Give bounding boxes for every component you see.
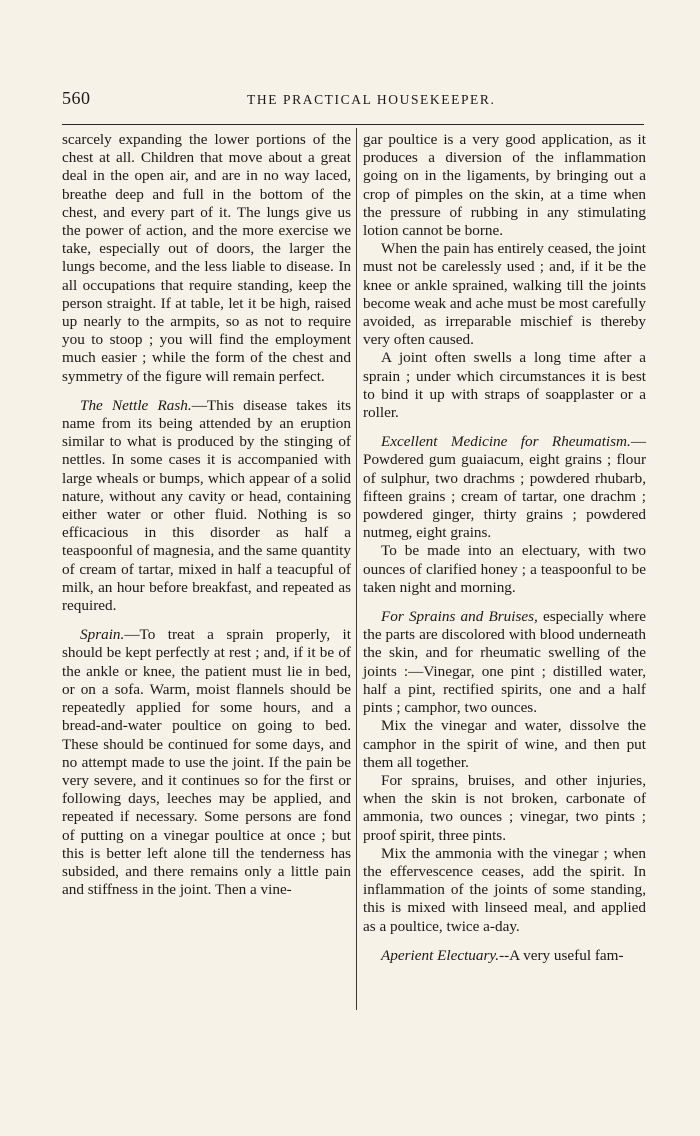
- paragraph-text: gar poultice is a very good application, as it produces a diversion of the inflammation going on in the ligaments, by bringing out a crop of pimples on the skin, at a time when the pressure of rubbing in any stimulating lotion cannot be borne.: [363, 131, 646, 240]
- paragraph: [363, 845, 646, 936]
- paragraph-text: Mix the ammonia with the vinegar ; when the effervescence ceases, add the spirit. In inflammation of the joints of some standing, this is mixed with linseed meal, and applied as a poultice, twice a-day.: [363, 844, 646, 935]
- paragraph-heading: Excellent Medicine for Rheumatism.: [381, 433, 631, 451]
- paragraph: [363, 240, 646, 349]
- paragraph-text: A joint often swells a long time after a sprain ; under which circumstances it is best to bind it up with straps of soapplaster or a roller.: [363, 349, 646, 422]
- paragraph-heading: For Sprains and Bruises,: [381, 608, 538, 626]
- paragraph-text: scarcely expanding the lower portions of the chest at all. Children that move about a great deal in the open air, and are in no way laced, breathe deep and full in the bottom of the chest, and every part of it. The lungs give us the power of action, and the more exercise we take, especially out of doors, the larger the lungs become, and the less liable to disease. In all occupations that require standing, keep the person straight. If at table, let it be high, raised up nearly to the armpits, so as not to require you to stoop ; you will find the employment much easier ; while the form of the chest and symmetry of the figure will remain perfect.: [62, 131, 351, 385]
- column-divider: [356, 128, 357, 1010]
- paragraph: [363, 131, 646, 240]
- paragraph: [62, 626, 351, 899]
- page-header: [62, 88, 644, 120]
- paragraph-text: —To treat a sprain properly, it should be kept perfectly at rest ; and, if it be of the ankle or knee, the patient must lie in bed, or on a sofa. Warm, moist flannels should be repeatedly applied for some hours, and a bread-and-water poultice on going to bed. These should be continued for some days, and no attempt made to use the joint. If the pain be very severe, and it continues so for the first or following days, leeches may be applied, and repeated if necessary. Some persons are fond of putting on a vinegar poultice at once ; but this is better left alone till the tenderness has subsided, and there remains only a little pain and stiffness in the joint. Then a vine-: [62, 626, 351, 899]
- paragraph-text: —This disease takes its name from its being attended by an eruption similar to what is produced by the stinging of nettles. In some cases it is accompanied with large wheals or bumps, which appear of a solid nature, without any cavity or head, containing either water or other fluid. Nothing is so efficacious in this disorder as half a teaspoonful of magnesia, and the same quantity of cream of tartar, mixed in half a teacupful of milk, an hour before breakfast, and repeated as required.: [62, 396, 351, 615]
- page-number: 560: [62, 88, 91, 108]
- paragraph: [363, 608, 646, 717]
- paragraph: [363, 717, 646, 772]
- right-column: [363, 131, 646, 1011]
- paragraph: [62, 397, 351, 615]
- header-rule: [62, 124, 644, 125]
- paragraph-heading: Sprain.: [80, 626, 125, 644]
- left-column: [62, 131, 351, 1011]
- running-title: THE PRACTICAL HOUSEKEEPER.: [247, 92, 496, 107]
- paragraph: [363, 772, 646, 845]
- paragraph-text: For sprains, bruises, and other injuries, when the skin is not broken, carbonate of ammonia, two ounces ; vinegar, two pints ; proof spirit, three pints.: [363, 771, 646, 844]
- paragraph: [363, 433, 646, 542]
- paragraph-heading: Aperient Electuary.: [381, 946, 500, 964]
- paragraph-text: To be made into an electuary, with two ounces of clarified honey ; a teaspoonful to be taken night and morning.: [363, 542, 646, 596]
- paragraph-heading: The Nettle Rash.: [80, 396, 192, 414]
- paragraph: [363, 947, 646, 965]
- paragraph-text: —Powdered gum guaiacum, eight grains ; flour of sulphur, two drachms ; powdered rhubarb, fifteen grains ; cream of tartar, one drachm ; powdered ginger, thirty grains ; powdered nutmeg, eight grains.: [363, 433, 646, 542]
- paragraph-text: especially where the parts are discolored with blood underneath the skin, and for rheumatic swelling of the joints :—Vinegar, one pint ; distilled water, half a pint, rectified spirits, one and a half pints ; camphor, two ounces.: [363, 608, 646, 717]
- paragraph-text: Mix the vinegar and water, dissolve the camphor in the spirit of wine, and then put them all together.: [363, 717, 646, 771]
- paragraph-text: When the pain has entirely ceased, the joint must not be carelessly used ; and, if it be the knee or ankle sprained, walking till the joints become weak and ache must be most carefully avoided, as irreparable mischief is thereby very often caused.: [363, 240, 646, 349]
- paragraph: [363, 542, 646, 597]
- paragraph-text: --A very useful fam-: [499, 946, 624, 964]
- paragraph: [62, 131, 351, 386]
- paragraph: [363, 349, 646, 422]
